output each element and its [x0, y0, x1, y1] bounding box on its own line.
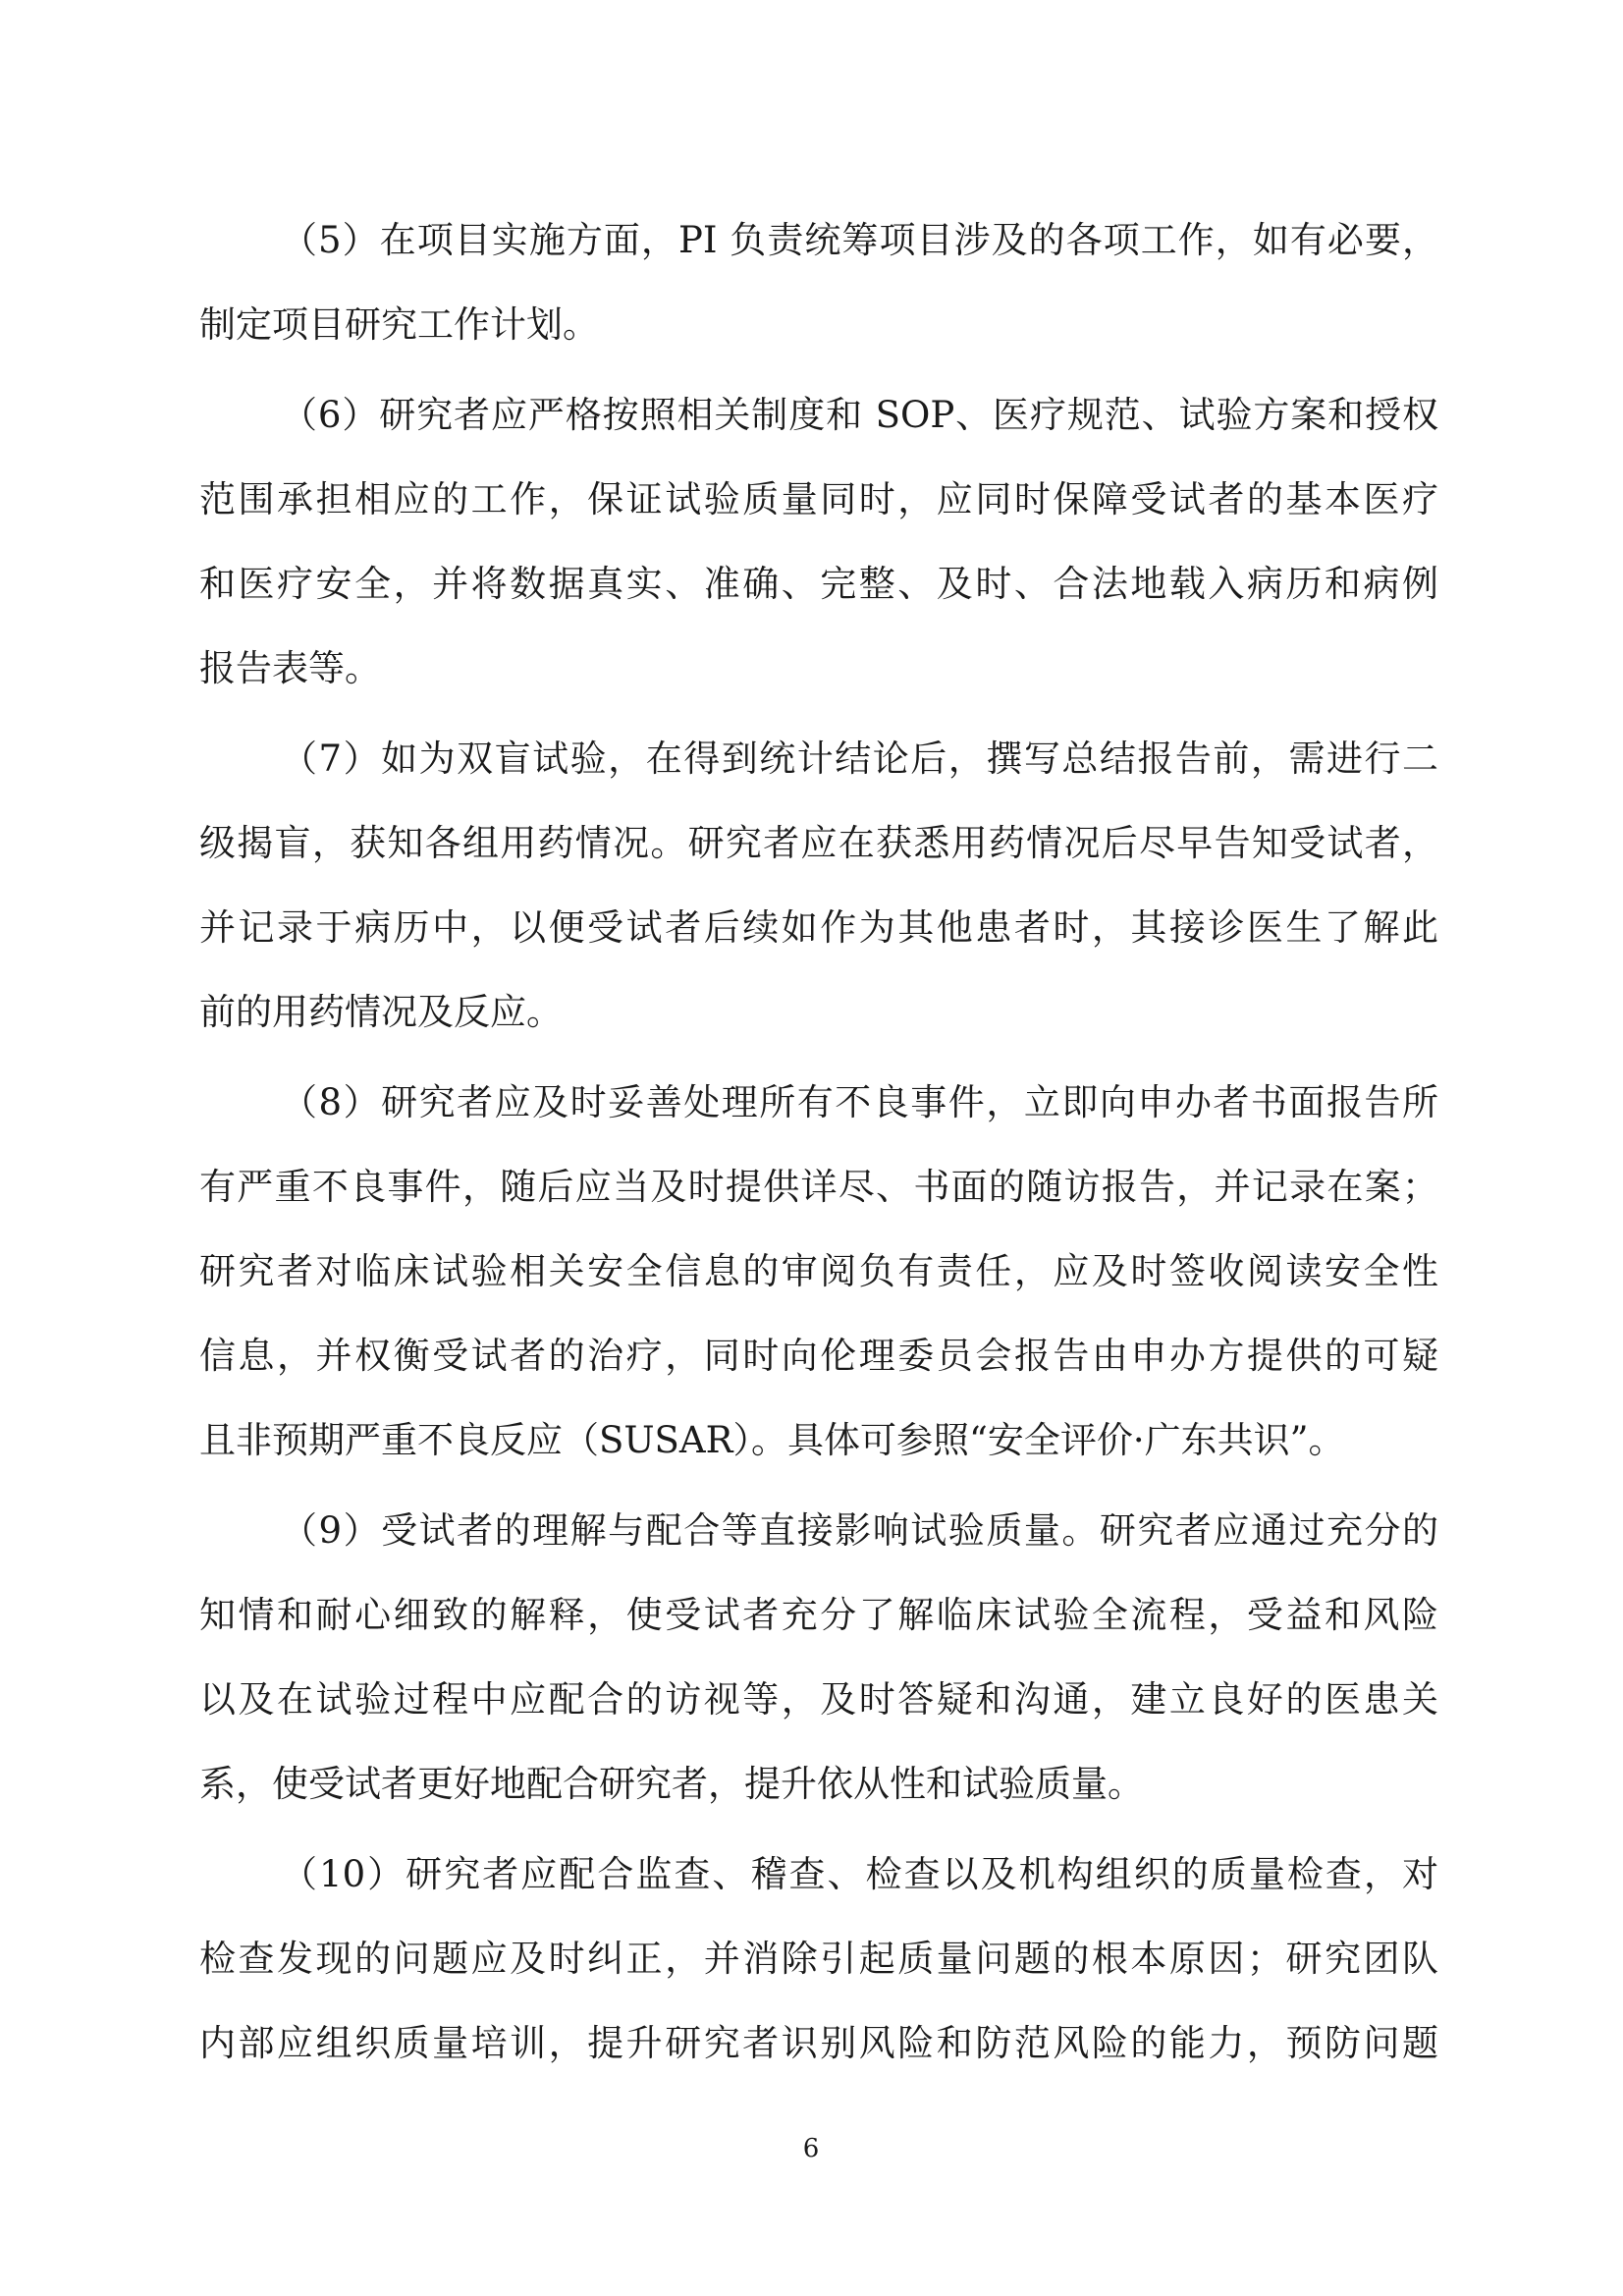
body-text — [199, 198, 1438, 2086]
paragraph-item-5 — [199, 198, 1438, 367]
paragraph-item-10 — [199, 1832, 1438, 2086]
paragraph-line: （5）在项目实施方面，PI 负责统筹项目涉及的各项工作，如有必要， — [281, 219, 1438, 261]
paragraph-line: （9）受试者的理解与配合等直接影响试验质量。研究者应通过充分的 — [281, 1509, 1438, 1552]
paragraph-line: 并记录于病历中，以便受试者后续如作为其他患者时，其接诊医生了解此 — [199, 906, 1438, 949]
paragraph-line: （10）研究者应配合监查、稽查、检查以及机构组织的质量检查，对 — [281, 1853, 1438, 1895]
paragraph-line: 有严重不良事件，随后应当及时提供详尽、书面的随访报告，并记录在案； — [199, 1166, 1438, 1208]
paragraph-line: 和医疗安全，并将数据真实、准确、完整、及时、合法地载入病历和病例 — [199, 563, 1438, 605]
paragraph-line: 知情和耐心细致的解释，使受试者充分了解临床试验全流程，受益和风险 — [199, 1594, 1438, 1636]
paragraph-line: 前的用药情况及反应。 — [199, 991, 563, 1033]
paragraph-line: 内部应组织质量培训，提升研究者识别风险和防范风险的能力，预防问题 — [199, 2022, 1438, 2064]
paragraph-line: （6）研究者应严格按照相关制度和 SOP、医疗规范、试验方案和授权 — [281, 394, 1438, 436]
paragraph-item-8 — [199, 1061, 1438, 1483]
paragraph-line: 级揭盲，获知各组用药情况。研究者应在获悉用药情况后尽早告知受试者， — [199, 822, 1438, 864]
paragraph-item-7 — [199, 717, 1438, 1055]
paragraph-line: 检查发现的问题应及时纠正，并消除引起质量问题的根本原因；研究团队 — [199, 1938, 1438, 1980]
paragraph-line: 研究者对临床试验相关安全信息的审阅负有责任，应及时签收阅读安全性 — [199, 1250, 1438, 1292]
paragraph-line: 信息，并权衡受试者的治疗，同时向伦理委员会报告由申办方提供的可疑 — [199, 1335, 1438, 1377]
page-number: 6 — [802, 2134, 820, 2163]
paragraph-line: （7）如为双盲试验，在得到统计结论后，撰写总结报告前，需进行二 — [281, 738, 1438, 780]
paragraph-line: 以及在试验过程中应配合的访视等，及时答疑和沟通，建立良好的医患关 — [199, 1678, 1438, 1721]
paragraph-line: （8）研究者应及时妥善处理所有不良事件，立即向申办者书面报告所 — [281, 1081, 1438, 1123]
paragraph-line: 范围承担相应的工作，保证试验质量同时，应同时保障受试者的基本医疗 — [199, 478, 1438, 520]
paragraph-item-9 — [199, 1489, 1438, 1827]
paragraph-line: 且非预期严重不良反应（SUSAR）。具体可参照“安全评价·广东共识”。 — [199, 1419, 1345, 1461]
paragraph-line: 制定项目研究工作计划。 — [199, 303, 599, 346]
paragraph-item-6 — [199, 373, 1438, 711]
paragraph-line: 报告表等。 — [199, 647, 381, 689]
paragraph-line: 系，使受试者更好地配合研究者，提升依从性和试验质量。 — [199, 1763, 1144, 1805]
